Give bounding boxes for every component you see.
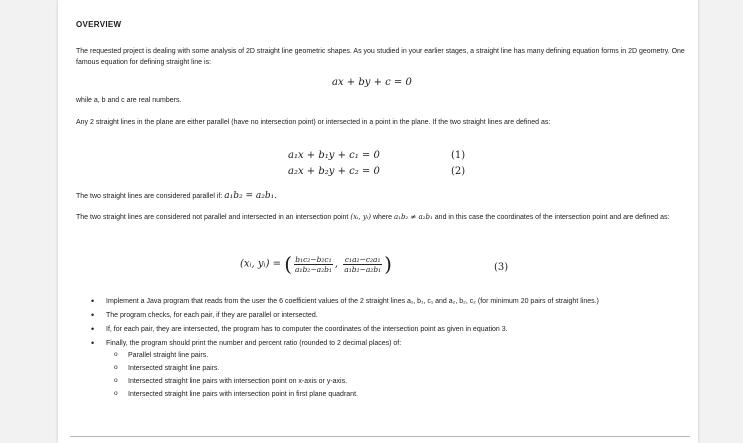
list-item: • If, for each pair, they are intersected, the program has to computer the coordinates of the intersection point as given in equation 3. bbox=[86, 324, 686, 335]
requirements-list bbox=[86, 296, 686, 403]
equation-2: a₂x + b₂y + c₂ = 0 bbox=[288, 166, 380, 177]
formula-y-numerator: c₁a₂−c₂a₁ bbox=[344, 254, 381, 264]
general-equation: ax + by + c = 0 bbox=[332, 77, 412, 88]
two-lines-paragraph: Any 2 straight lines in the plane are either parallel (have no intersection point) or intersected in a point in the plane. If the two straight lines are defined as: bbox=[76, 119, 551, 126]
formula-comma: , bbox=[334, 258, 339, 270]
parallel-paragraph bbox=[76, 191, 688, 202]
list-item: • The program checks, for each pair, if they are parallel or intersected. bbox=[86, 310, 686, 321]
sub-list-item: o Intersected straight line pairs. bbox=[106, 363, 686, 374]
formula-close-paren: ) bbox=[384, 252, 392, 276]
parallel-text: The two straight lines are considered parallel if: bbox=[76, 193, 223, 200]
formula-lhs: (xᵢ, yᵢ) = bbox=[240, 258, 282, 270]
equation-1: a₁x + b₁y + c₁ = 0 bbox=[288, 150, 380, 161]
formula-x-numerator: b₁c₂−b₂c₁ bbox=[295, 254, 332, 264]
parallel-condition: a₁b₂ = a₂b₁. bbox=[224, 191, 278, 201]
formula-y-denominator: a₁b₂−a₂b₁ bbox=[344, 264, 382, 274]
formula-x-denominator: a₁b₂−a₂b₁ bbox=[295, 264, 332, 274]
formula-number: (3) bbox=[494, 262, 509, 273]
section-heading: OVERVIEW bbox=[76, 20, 122, 29]
intersect-text-a: The two straight lines are considered not parallel and intersected in an intersection point bbox=[76, 214, 349, 221]
sub-list-item: o Intersected straight line pairs with intersection point in first plane quadrant. bbox=[106, 389, 686, 400]
real-numbers-note: while a, b and c are real numbers. bbox=[76, 97, 182, 104]
formula-open-paren: ( bbox=[284, 252, 293, 276]
sub-list-item: o Parallel straight line pairs. bbox=[106, 350, 686, 361]
list-item: • Implement a Java program that reads from the user the 6 coefficient values of the 2 straight lines a₁, b₁, c₁ and a₂, b₂, c₂ (for minimum 20 pairs of straight lines.) bbox=[86, 296, 686, 307]
intersect-condition: a₁b₂ ≠ a₂b₁ bbox=[393, 213, 433, 221]
equation-2-number: (2) bbox=[451, 166, 466, 177]
output-list bbox=[106, 350, 686, 400]
formula-x-fraction bbox=[294, 255, 333, 274]
intersect-point: (xᵢ, yᵢ) bbox=[350, 213, 371, 221]
bottom-divider bbox=[70, 436, 690, 437]
intersect-text-b: where bbox=[372, 214, 393, 221]
intro-paragraph: The requested project is dealing with some analysis of 2D straight line geometric shapes. As you studied in your earlier stages, a straight line has many defining equation forms in 2D geometry. One famous equation for defining straight line is: bbox=[76, 48, 685, 66]
equation-1-number: (1) bbox=[451, 150, 466, 161]
list-item bbox=[86, 338, 686, 400]
list-item-text: Finally, the program should print the number and percent ratio (rounded to 2 decimal places) of: bbox=[106, 340, 402, 347]
sub-list-item: o Intersected straight line pairs with intersection point on x-axis or y-axis. bbox=[106, 376, 686, 387]
intersection-formula bbox=[240, 252, 392, 276]
formula-y-fraction bbox=[343, 255, 382, 274]
intersect-text-c: and in this case the coordinates of the intersection point and are defined as: bbox=[434, 214, 670, 221]
intersect-paragraph bbox=[76, 212, 688, 223]
